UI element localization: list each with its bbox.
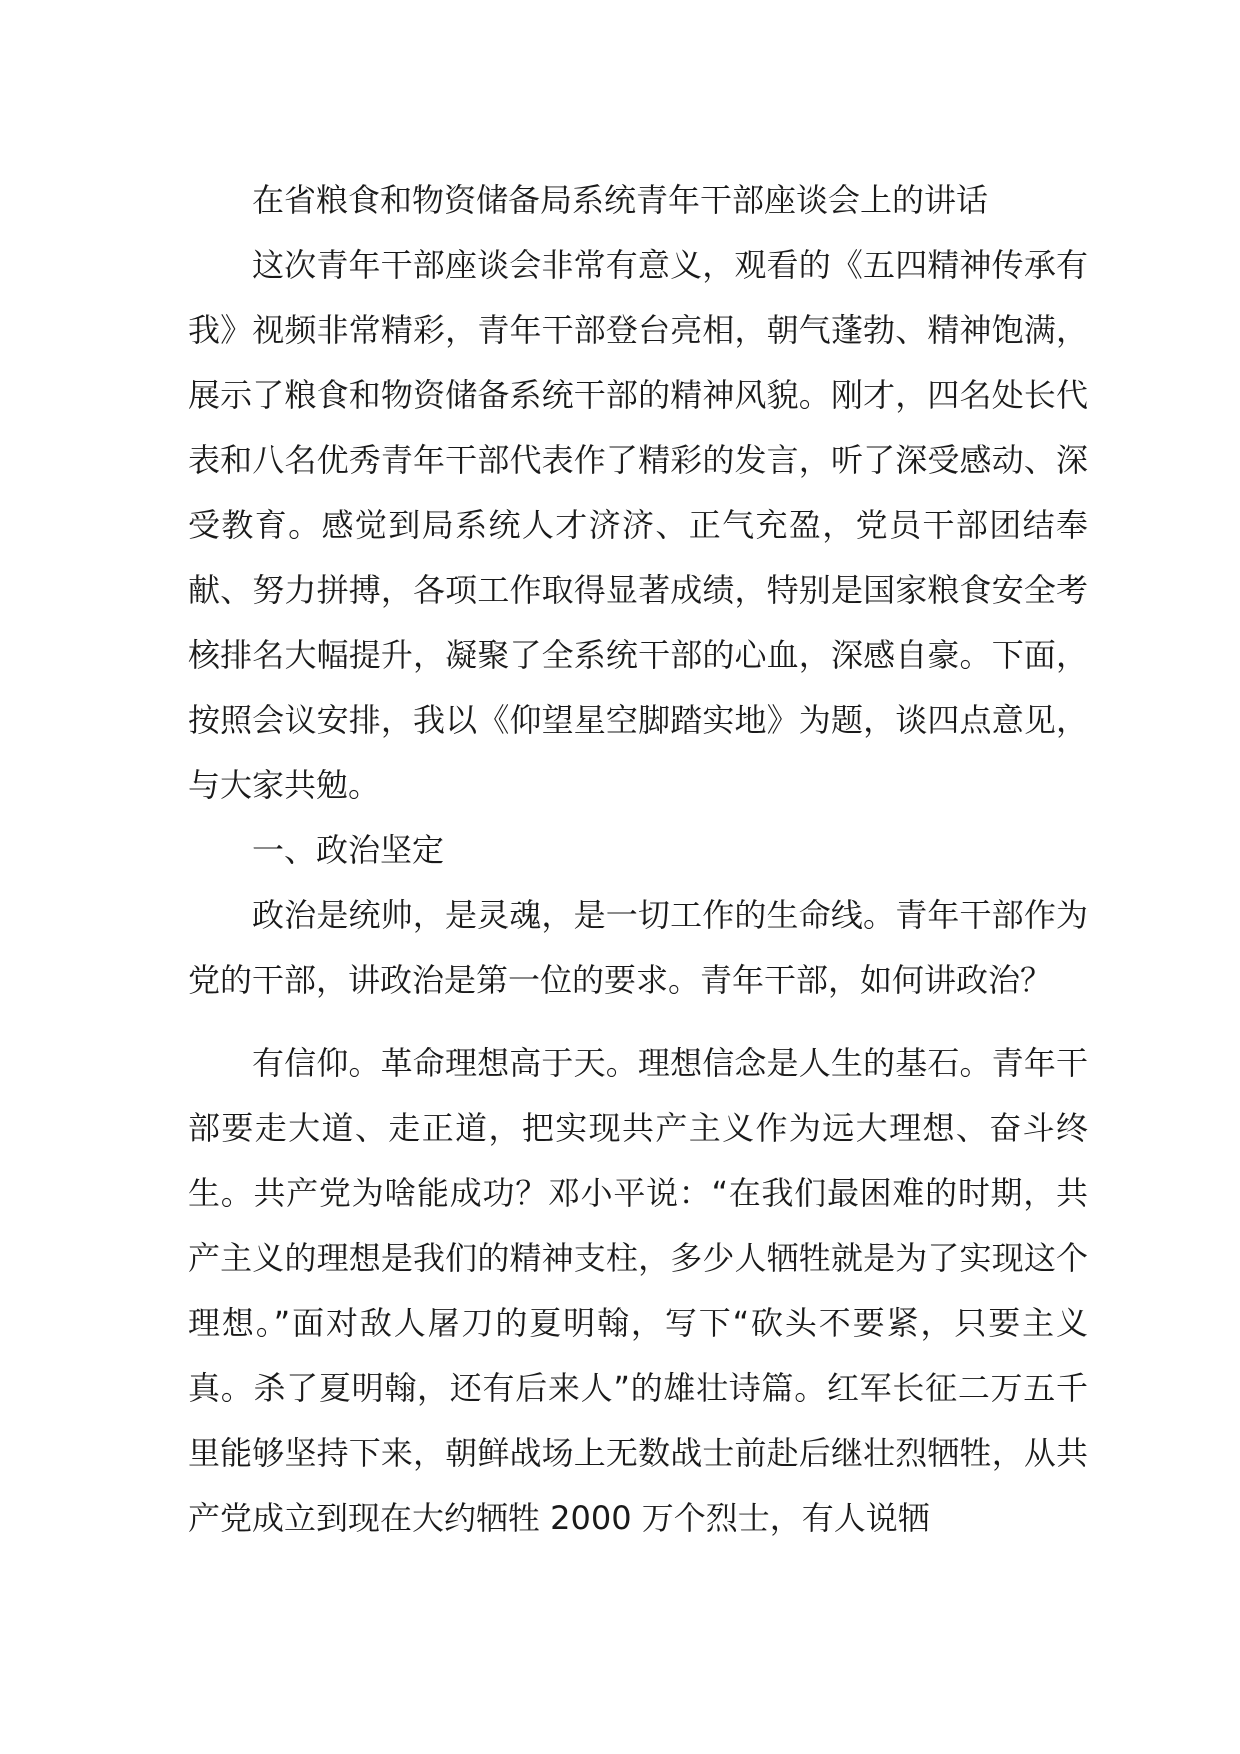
paragraph-intro: 这次青年干部座谈会非常有意义，观看的《五四精神传承有我》视频非常精彩，青年干部登台亮相，朝气蓬勃、精神饱满，展示了粮食和物资储备系统干部的精神风貌。刚才，四名处长代表和八名优秀青年干部代表作了精彩的发言，听了深受感动、深受教育。感觉到局系统人才济济、正气充盈，党员干部团结奉献、努力拼搏，各项工作取得显著成绩，特别是国家粮食安全考核排名大幅提升，凝聚了全系统干部的心血，深感自豪。下面，按照会议安排，我以《仰望星空脚踏实地》为题，谈四点意见，与大家共勉。: [188, 246, 1088, 804]
document-title: 在省粮食和物资储备局系统青年干部座谈会上的讲话: [252, 181, 989, 219]
section-heading-political: 一、政治坚定: [252, 831, 445, 869]
paragraph-politics: 政治是统帅，是灵魂，是一切工作的生命线。青年干部作为党的干部，讲政治是第一位的要求。青年干部，如何讲政治？: [188, 896, 1088, 999]
document-body: [188, 168, 1088, 1551]
paragraph-faith: 有信仰。革命理想高于天。理想信念是人生的基石。青年干部要走大道、走正道，把实现共产主义作为远大理想、奋斗终生。共产党为啥能成功？邓小平说：“在我们最困难的时期，共产主义的理想是我们的精神支柱，多少人牺牲就是为了实现这个理想。”面对敌人屠刀的夏明翰，写下“砍头不要紧，只要主义真。杀了夏明翰，还有后来人”的雄壮诗篇。红军长征二万五千里能够坚持下来，朝鲜战场上无数战士前赴后继壮烈牺牲，从共产党成立到现在大约牺牲 2000 万个烈士，有人说牺: [188, 1044, 1088, 1537]
